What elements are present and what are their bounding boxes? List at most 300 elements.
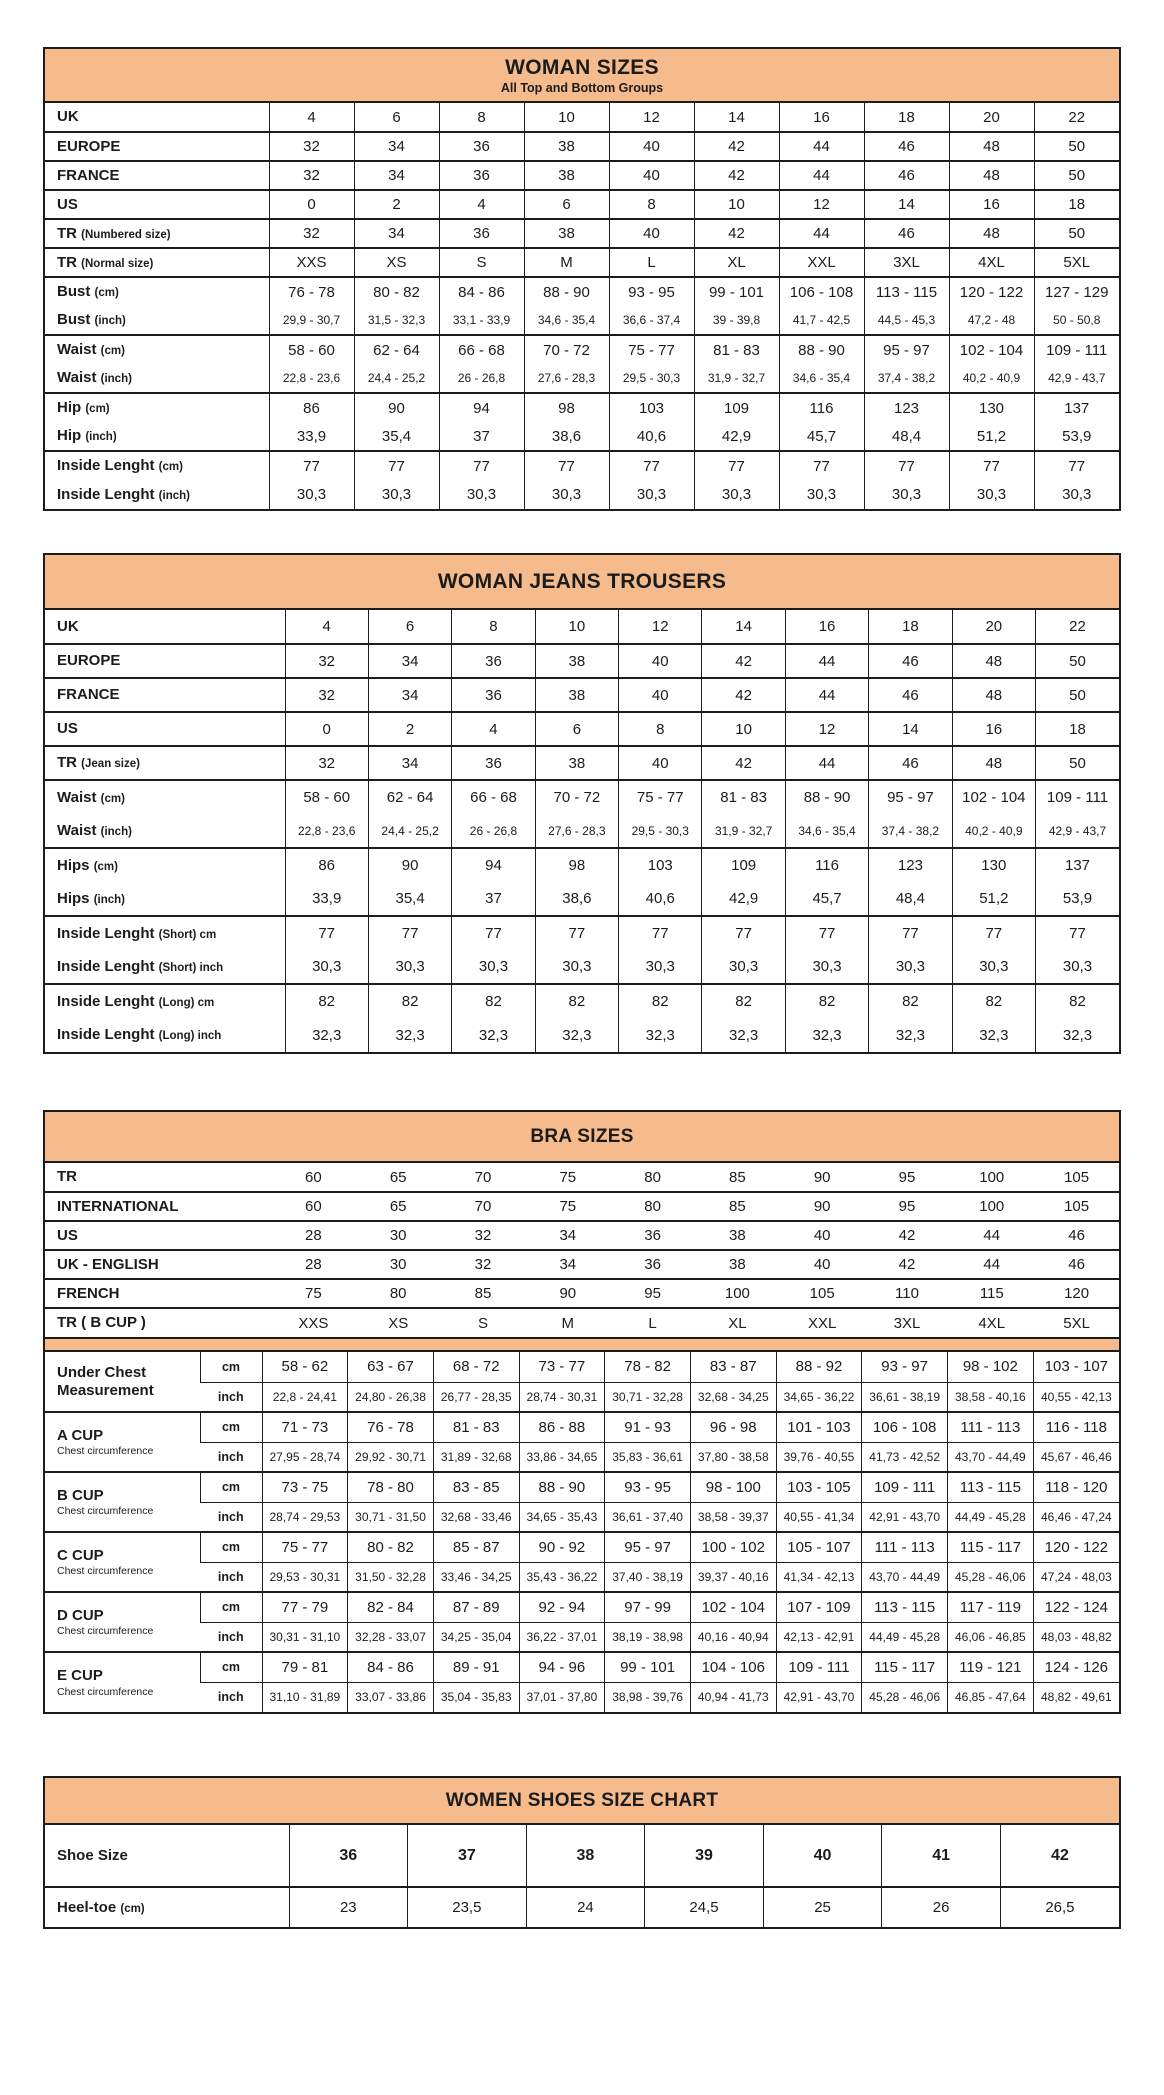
value-cell: 77 <box>702 916 785 950</box>
value-cell: 63 - 67 <box>348 1352 434 1382</box>
value-cell: 95 <box>898 1168 916 1186</box>
value-cell: 124 - 126 <box>1033 1652 1119 1682</box>
row-label <box>45 190 269 219</box>
table-row <box>45 1442 1119 1472</box>
table-row <box>45 1308 1119 1337</box>
table-subtitle-text: All Top and Bottom Groups <box>500 81 664 95</box>
value-cell: 32,3 <box>285 1018 368 1052</box>
value-cell: 85 <box>695 1192 780 1221</box>
value-cell: 2 <box>368 712 451 746</box>
row-label-subtext: Chest circumference <box>57 1505 154 1518</box>
value-cell: 75 - 77 <box>609 335 694 364</box>
value-cell: 32,3 <box>952 1018 1035 1052</box>
value-cell: 94 <box>439 393 524 422</box>
value-cell: 92 - 94 <box>519 1592 605 1622</box>
value-cell: 62 - 64 <box>354 335 439 364</box>
value-cell: 32,3 <box>702 1018 785 1052</box>
table-title-text: WOMEN SHOES SIZE CHART <box>445 1790 719 1811</box>
value-cell: 40,16 - 40,94 <box>690 1622 776 1652</box>
value-cell: 48,4 <box>864 422 949 451</box>
value-cell: 103 - 105 <box>776 1472 862 1502</box>
value-cell: 34 <box>354 132 439 161</box>
value-cell: 40,2 - 40,9 <box>949 364 1034 393</box>
value-cell: 23,5 <box>408 1887 527 1927</box>
value-cell: 86 <box>285 848 368 882</box>
value-cell: 73 - 77 <box>519 1352 605 1382</box>
value-cell: 29,9 - 30,7 <box>269 306 354 335</box>
value-cell: 94 <box>452 848 535 882</box>
value-cell: L <box>610 1308 695 1337</box>
row-label-text: INTERNATIONAL <box>57 1197 179 1215</box>
value-cell: 44 <box>779 219 864 248</box>
value-cell: 41 <box>882 1825 1001 1887</box>
value-cell: 37 <box>439 422 524 451</box>
value-cell: 78 - 82 <box>605 1352 691 1382</box>
value-cell: 109 - 111 <box>1036 780 1119 814</box>
value-cell: 98 - 100 <box>690 1472 776 1502</box>
woman-jeans-trousers-table <box>43 553 1121 1054</box>
value-cell: 109 <box>702 848 785 882</box>
value-cell: 24 <box>526 1887 645 1927</box>
row-label <box>45 1472 200 1532</box>
value-cell: 48 <box>949 219 1034 248</box>
value-cell: 0 <box>285 712 368 746</box>
value-cell: 37,01 - 37,80 <box>519 1682 605 1712</box>
table-title-text: BRA SIZES <box>530 1126 634 1147</box>
value-cell: 98 - 102 <box>948 1352 1034 1382</box>
value-cell: 42,13 - 42,91 <box>776 1622 862 1652</box>
value-cell: 34 <box>354 219 439 248</box>
value-cell: 94 - 96 <box>519 1652 605 1682</box>
value-cell: 77 <box>285 916 368 950</box>
value-cell: 30,31 - 31,10 <box>262 1622 348 1652</box>
value-cell: 46 <box>869 644 952 678</box>
women-shoes-size-chart-table <box>43 1776 1121 1929</box>
table-row <box>45 219 1119 248</box>
table-row <box>45 916 1119 950</box>
value-cell: 80 - 82 <box>348 1532 434 1562</box>
value-cell: 82 <box>702 984 785 1018</box>
bra-sizes-table <box>43 1110 1121 1714</box>
value-cell: 40 <box>609 161 694 190</box>
row-label-text: Waist <box>57 369 97 387</box>
value-cell: 34,6 - 35,4 <box>779 364 864 393</box>
row-label-text: EUROPE <box>57 137 121 155</box>
value-cell: 77 - 79 <box>262 1592 348 1622</box>
value-cell: 38,6 <box>535 882 618 916</box>
value-cell: 34 <box>368 746 451 780</box>
value-cell: 33,9 <box>269 422 354 451</box>
value-cell: 68 - 72 <box>433 1352 519 1382</box>
value-cell: 29,5 - 30,3 <box>619 814 702 848</box>
value-cell: 8 <box>609 190 694 219</box>
value-cell: 50 <box>1034 161 1119 190</box>
row-label <box>45 161 269 190</box>
value-cell: 12 <box>779 190 864 219</box>
orange-divider-band <box>45 1337 1119 1352</box>
table-row <box>45 644 1119 678</box>
value-cell: 84 - 86 <box>348 1652 434 1682</box>
row-label <box>45 882 285 916</box>
value-cell: 130 <box>949 393 1034 422</box>
value-cell: 48 <box>952 644 1035 678</box>
value-cell: M <box>524 248 609 277</box>
value-cell: 24,80 - 26,38 <box>348 1382 434 1412</box>
value-cell: XL <box>694 248 779 277</box>
value-cell: 42 <box>865 1250 950 1279</box>
table-row <box>45 1472 1119 1502</box>
value-cell: 30,3 <box>1034 480 1119 509</box>
row-label-text: Inside Lenght <box>57 924 155 942</box>
value-cell: 40 <box>609 132 694 161</box>
value-cell: 120 <box>1034 1279 1119 1308</box>
value-cell: 40,2 - 40,9 <box>952 814 1035 848</box>
row-label-text: Bust <box>57 311 91 329</box>
row-label-note: (Jean size) <box>81 758 140 771</box>
value-cell: 48 <box>952 746 1035 780</box>
value-cell: 102 - 104 <box>690 1592 776 1622</box>
value-cell: 90 <box>354 393 439 422</box>
row-label-text: Inside Lenght <box>57 485 155 503</box>
value-cell: 90 <box>813 1168 831 1186</box>
row-label-note: (Long) inch <box>158 1030 222 1043</box>
value-cell: 30,3 <box>354 480 439 509</box>
value-cell: 107 - 109 <box>776 1592 862 1622</box>
value-cell: 58 - 60 <box>285 780 368 814</box>
value-cell: 35,4 <box>354 422 439 451</box>
value-cell: 4 <box>269 103 354 132</box>
table-row <box>45 480 1119 509</box>
table-row <box>45 1018 1119 1052</box>
value-cell: 70 - 72 <box>524 335 609 364</box>
value-cell: 42 <box>694 161 779 190</box>
value-cell: 91 - 93 <box>605 1412 691 1442</box>
value-cell: 76 - 78 <box>348 1412 434 1442</box>
value-cell: 42 <box>702 678 785 712</box>
value-cell: 80 <box>610 1192 695 1221</box>
row-label-note: (cm) <box>120 1902 145 1915</box>
value-cell: 46 <box>1034 1250 1119 1279</box>
row-label-note: (cm) <box>100 345 125 358</box>
value-cell: 46 <box>1034 1221 1119 1250</box>
value-cell: 46 <box>864 161 949 190</box>
row-label-text: E CUP <box>57 1667 103 1685</box>
table-row <box>45 1163 1119 1192</box>
value-cell: 95 <box>865 1192 950 1221</box>
row-label-text: FRENCH <box>57 1284 120 1302</box>
value-cell: 103 - 107 <box>1033 1352 1119 1382</box>
value-cell: 30,3 <box>864 480 949 509</box>
unit-cell: inch <box>200 1682 262 1712</box>
row-label-text: Shoe Size <box>57 1846 128 1864</box>
value-cell: 109 - 111 <box>776 1652 862 1682</box>
value-cell: 39 - 39,8 <box>694 306 779 335</box>
value-cell: 77 <box>869 916 952 950</box>
unit-cell: cm <box>200 1592 262 1622</box>
value-cell: 38 <box>535 746 618 780</box>
table-row <box>45 1192 1119 1221</box>
row-label <box>45 451 269 480</box>
value-cell: 36 <box>452 746 535 780</box>
table-row <box>45 190 1119 219</box>
value-cell: M <box>525 1308 610 1337</box>
value-cell: 40,6 <box>609 422 694 451</box>
value-cell: 113 - 115 <box>864 277 949 306</box>
value-cell: 50 <box>1034 132 1119 161</box>
value-cell: 97 - 99 <box>605 1592 691 1622</box>
value-cell: 116 <box>779 393 864 422</box>
value-cell: 44 <box>785 644 868 678</box>
value-cell: 32 <box>269 132 354 161</box>
value-cell: 109 <box>694 393 779 422</box>
value-cell: 28 <box>271 1221 356 1250</box>
value-cell: 118 - 120 <box>1033 1472 1119 1502</box>
row-label-text: Waist <box>57 821 97 839</box>
value-cell: 46,46 - 47,24 <box>1033 1502 1119 1532</box>
value-cell: 110 <box>865 1279 950 1308</box>
value-cell: 34 <box>354 161 439 190</box>
value-cell: 117 - 119 <box>948 1592 1034 1622</box>
value-cell: 77 <box>368 916 451 950</box>
value-cell: 16 <box>949 190 1034 219</box>
value-cell: 83 - 87 <box>690 1352 776 1382</box>
value-cell: 95 - 97 <box>864 335 949 364</box>
value-cell: 22,8 - 23,6 <box>285 814 368 848</box>
value-cell: 77 <box>694 451 779 480</box>
row-label-text: Hips <box>57 889 90 907</box>
value-cell: 38 <box>524 132 609 161</box>
value-cell: 30 <box>356 1221 441 1250</box>
value-cell: 26 - 26,8 <box>439 364 524 393</box>
row-label-text: Inside Lenght <box>57 992 155 1010</box>
value-cell: 34 <box>525 1221 610 1250</box>
value-cell: 77 <box>785 916 868 950</box>
value-cell: XXS <box>271 1308 356 1337</box>
value-cell: 80 - 82 <box>354 277 439 306</box>
row-label-text: Inside Lenght <box>57 1026 155 1044</box>
row-label <box>45 1250 271 1279</box>
value-cell: 65 <box>356 1192 441 1221</box>
value-cell: 22,8 - 24,41 <box>262 1382 348 1412</box>
value-cell: 14 <box>694 103 779 132</box>
value-cell: 27,6 - 28,3 <box>535 814 618 848</box>
value-cell: 93 - 95 <box>605 1472 691 1502</box>
value-cell: 38,58 - 40,16 <box>948 1382 1034 1412</box>
value-cell: 90 - 92 <box>519 1532 605 1562</box>
value-cell: 39,37 - 40,16 <box>690 1562 776 1592</box>
value-cell: 53,9 <box>1034 422 1119 451</box>
table-row <box>45 335 1119 364</box>
value-cell: 4XL <box>949 1308 1034 1337</box>
value-cell: 71 - 73 <box>262 1412 348 1442</box>
value-cell: 8 <box>619 712 702 746</box>
row-label <box>45 1825 289 1887</box>
value-cell: 77 <box>524 451 609 480</box>
row-label-text: A CUP <box>57 1426 104 1444</box>
row-label-text: UK - ENGLISH <box>57 1255 159 1273</box>
value-cell: 111 - 113 <box>862 1532 948 1562</box>
unit-cell: inch <box>200 1502 262 1532</box>
row-label-text: TR <box>57 1168 77 1186</box>
value-cell: 42 <box>702 644 785 678</box>
value-cell: 6 <box>368 610 451 644</box>
value-cell: 22 <box>1036 610 1119 644</box>
value-cell: 93 - 95 <box>609 277 694 306</box>
value-cell: 34,25 - 35,04 <box>433 1622 519 1652</box>
row-label <box>45 1192 271 1221</box>
value-cell: 82 <box>368 984 451 1018</box>
value-cell: 78 - 80 <box>348 1472 434 1502</box>
value-cell: 37,40 - 38,19 <box>605 1562 691 1592</box>
value-cell: 30,3 <box>702 950 785 984</box>
value-cell: 120 - 122 <box>949 277 1034 306</box>
value-cell: 33,07 - 33,86 <box>348 1682 434 1712</box>
table-row <box>45 1532 1119 1562</box>
row-label <box>45 480 269 509</box>
value-cell: 82 <box>869 984 952 1018</box>
value-cell: 36,6 - 37,4 <box>609 306 694 335</box>
women-shoes-grid <box>45 1825 1119 1927</box>
value-cell: 18 <box>1034 190 1119 219</box>
table-row <box>45 422 1119 451</box>
value-cell: 30,3 <box>524 480 609 509</box>
value-cell: 70 - 72 <box>535 780 618 814</box>
value-cell: 32 <box>285 644 368 678</box>
row-label-text: Waist <box>57 788 97 806</box>
women-shoes-title-band <box>45 1778 1119 1825</box>
value-cell: 40,94 - 41,73 <box>690 1682 776 1712</box>
table-row <box>45 161 1119 190</box>
row-label <box>45 678 285 712</box>
table-row <box>45 1682 1119 1712</box>
value-cell: 4XL <box>949 248 1034 277</box>
value-cell: 60 <box>305 1168 322 1186</box>
value-cell: 45,67 - 46,46 <box>1033 1442 1119 1472</box>
value-cell: 119 - 121 <box>948 1652 1034 1682</box>
value-cell: 36 <box>610 1221 695 1250</box>
value-cell: 4 <box>285 610 368 644</box>
row-label-text: Hips <box>57 856 90 874</box>
value-cell: 5XL <box>1034 1308 1119 1337</box>
value-cell: 41,7 - 42,5 <box>779 306 864 335</box>
row-label-text: Inside Lenght <box>57 457 155 475</box>
value-cell: 3XL <box>865 1308 950 1337</box>
value-cell: 16 <box>779 103 864 132</box>
table-row <box>45 1592 1119 1622</box>
table-row <box>45 103 1119 132</box>
row-label-note: (inch) <box>158 489 190 502</box>
row-label <box>45 1532 200 1592</box>
value-cell: 23 <box>289 1887 408 1927</box>
value-cell: 32,3 <box>869 1018 952 1052</box>
value-cell: 36 <box>610 1250 695 1279</box>
value-cell: XL <box>695 1308 780 1337</box>
table-row <box>45 364 1119 393</box>
value-cell: 82 <box>952 984 1035 1018</box>
value-cell: 46 <box>864 219 949 248</box>
value-cell: 30,3 <box>619 950 702 984</box>
value-cell: 116 - 118 <box>1033 1412 1119 1442</box>
value-cell: 77 <box>439 451 524 480</box>
value-cell: 113 - 115 <box>948 1472 1034 1502</box>
value-cell: 36 <box>452 644 535 678</box>
value-cell: 24,4 - 25,2 <box>354 364 439 393</box>
value-cell: 90 <box>368 848 451 882</box>
value-cell: 46,06 - 46,85 <box>948 1622 1034 1652</box>
value-cell: 75 <box>559 1168 577 1186</box>
table-row <box>45 1652 1119 1682</box>
value-cell: 98 <box>535 848 618 882</box>
row-label <box>45 984 285 1018</box>
value-cell: 40 <box>609 219 694 248</box>
value-cell: 38,6 <box>524 422 609 451</box>
value-cell: 34,65 - 36,22 <box>776 1382 862 1412</box>
value-cell: 43,70 - 44,49 <box>862 1562 948 1592</box>
value-cell: 42 <box>694 219 779 248</box>
unit-cell: cm <box>200 1652 262 1682</box>
value-cell: 51,2 <box>949 422 1034 451</box>
value-cell: 85 - 87 <box>433 1532 519 1562</box>
value-cell: 83 - 85 <box>433 1472 519 1502</box>
value-cell: 42,9 <box>702 882 785 916</box>
value-cell: 12 <box>785 712 868 746</box>
row-label <box>45 364 269 393</box>
value-cell: 88 - 90 <box>779 335 864 364</box>
row-label-text: Waist <box>57 341 97 359</box>
value-cell: 70 <box>474 1168 492 1186</box>
row-label-text: FRANCE <box>57 686 120 704</box>
value-cell: 38 <box>695 1250 780 1279</box>
value-cell: 127 - 129 <box>1034 277 1119 306</box>
table-row <box>45 451 1119 480</box>
value-cell: 48,4 <box>869 882 952 916</box>
value-cell: 77 <box>619 916 702 950</box>
value-cell: 65 <box>389 1168 407 1186</box>
value-cell: 137 <box>1034 393 1119 422</box>
value-cell: 80 <box>356 1279 441 1308</box>
table-row <box>45 950 1119 984</box>
value-cell: 18 <box>1036 712 1119 746</box>
value-cell: 10 <box>694 190 779 219</box>
row-label-note: (inch) <box>100 373 132 386</box>
value-cell: 88 - 90 <box>785 780 868 814</box>
table-row <box>45 1622 1119 1652</box>
unit-cell: cm <box>200 1352 262 1382</box>
table-row <box>45 306 1119 335</box>
woman-jeans-grid <box>45 610 1119 1052</box>
value-cell: 4 <box>452 712 535 746</box>
value-cell: 99 - 101 <box>694 277 779 306</box>
row-label-note: (Short) inch <box>158 961 224 974</box>
table-row <box>45 848 1119 882</box>
row-label-text: UK <box>57 617 79 635</box>
row-label <box>45 219 269 248</box>
row-label-note: (inch) <box>85 431 117 444</box>
value-cell: 102 - 104 <box>952 780 1035 814</box>
value-cell: 53,9 <box>1036 882 1119 916</box>
value-cell: 38,98 - 39,76 <box>605 1682 691 1712</box>
table-row <box>45 1887 1119 1927</box>
value-cell: 130 <box>952 848 1035 882</box>
row-label <box>45 1652 200 1712</box>
value-cell: 22 <box>1034 103 1119 132</box>
value-cell: 34,65 - 35,43 <box>519 1502 605 1532</box>
value-cell: 32 <box>285 678 368 712</box>
value-cell: 10 <box>702 712 785 746</box>
value-cell: 32 <box>441 1221 526 1250</box>
unit-cell: cm <box>200 1472 262 1502</box>
value-cell: 42,9 <box>694 422 779 451</box>
